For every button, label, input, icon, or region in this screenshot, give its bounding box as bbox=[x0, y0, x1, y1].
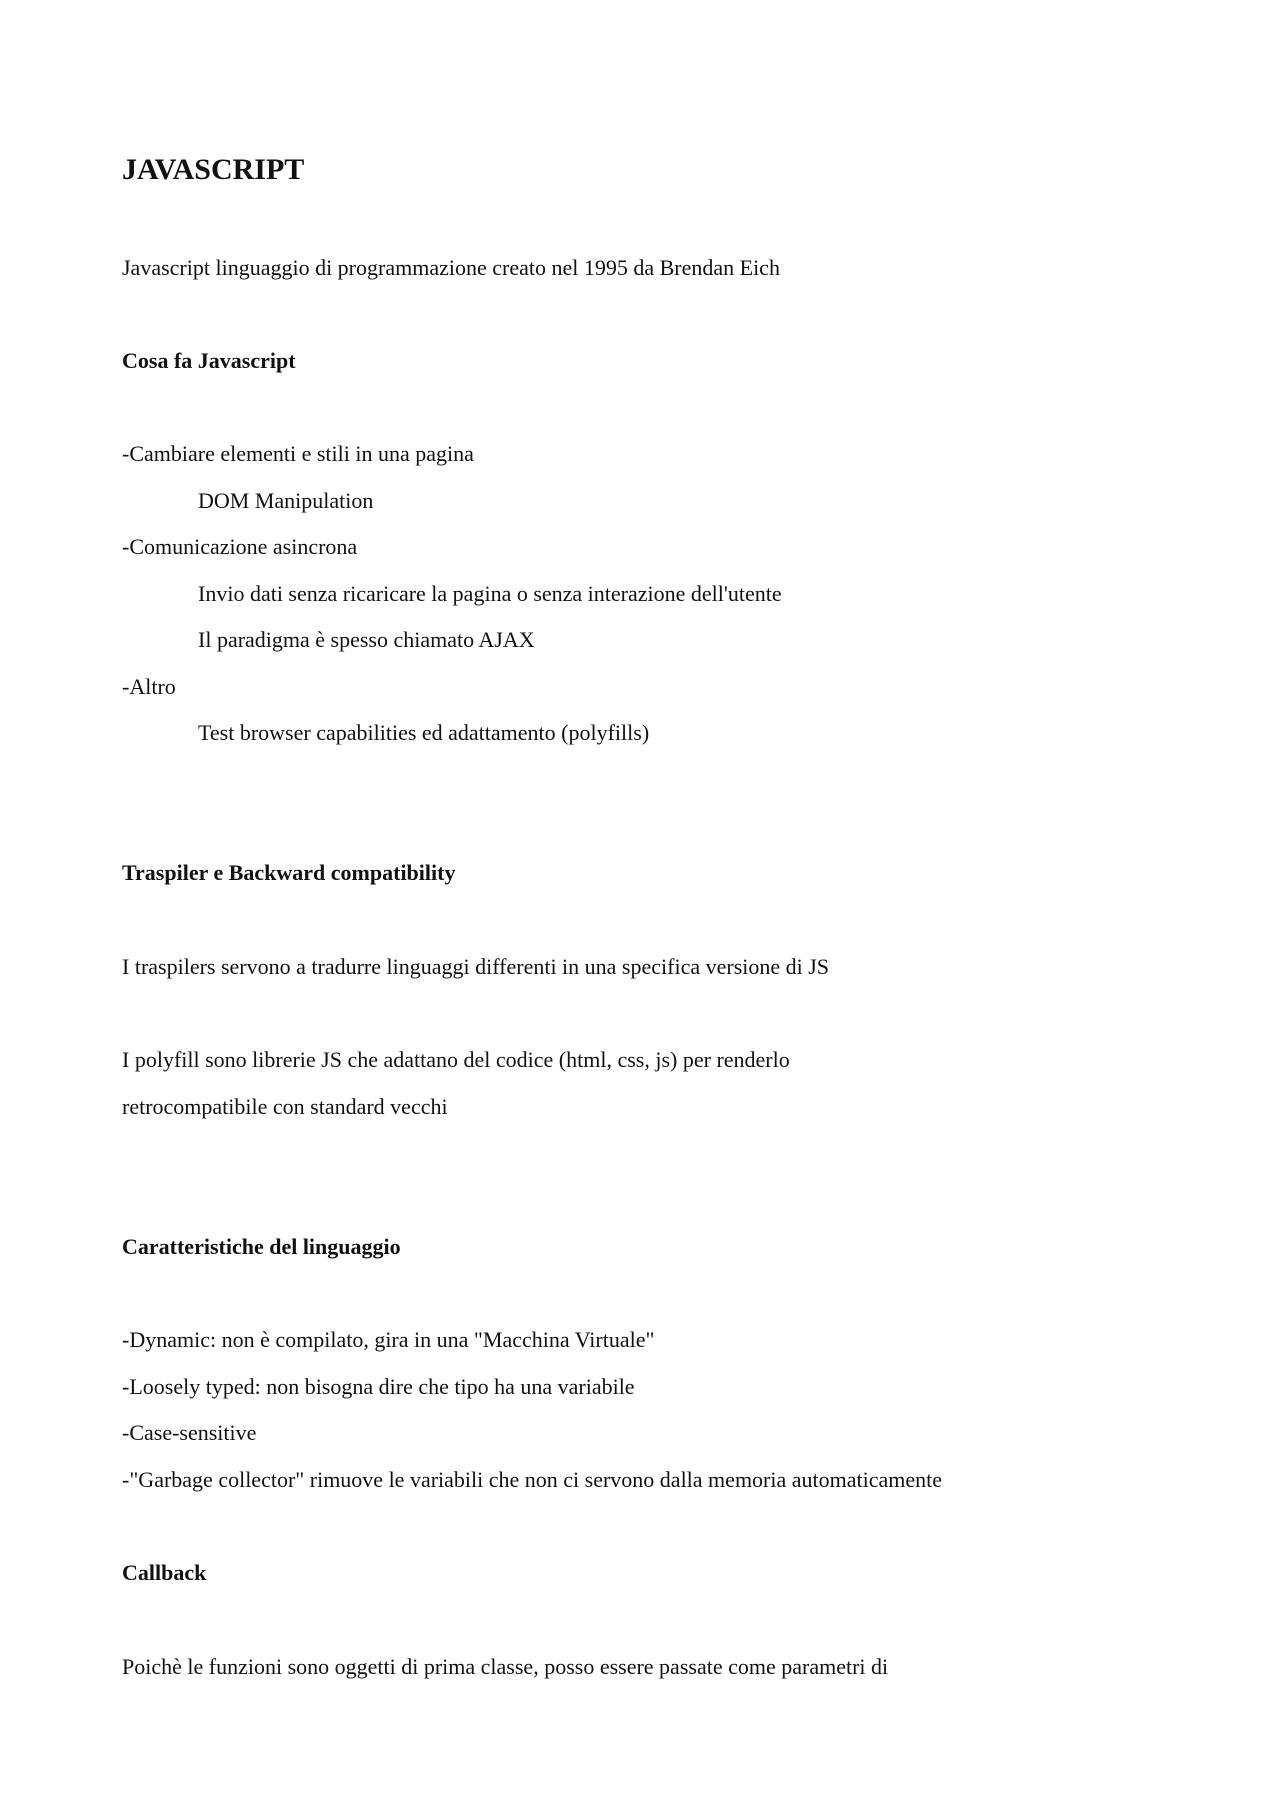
list-subitem: Invio dati senza ricaricare la pagina o senza interazione dell'utente bbox=[198, 581, 782, 606]
section-heading-cosa: Cosa fa Javascript bbox=[122, 348, 296, 373]
list-subitem: DOM Manipulation bbox=[198, 488, 374, 513]
paragraph: I traspilers servono a tradurre linguaggi differenti in una specifica versione di JS bbox=[122, 954, 830, 979]
list-item: -Case-sensitive bbox=[122, 1420, 257, 1445]
list-item: -Loosely typed: non bisogna dire che tipo ha una variabile bbox=[122, 1374, 635, 1399]
list-subitem: Il paradigma è spesso chiamato AJAX bbox=[198, 627, 535, 652]
list-item: -"Garbage collector" rimuove le variabili che non ci servono dalla memoria automaticamente bbox=[122, 1467, 943, 1492]
page-title: JAVASCRIPT bbox=[122, 153, 305, 186]
paragraph: Poichè le funzioni sono oggetti di prima classe, posso essere passate come parametri di bbox=[122, 1654, 889, 1679]
list-item: -Comunicazione asincrona bbox=[122, 534, 358, 559]
intro-paragraph: Javascript linguaggio di programmazione creato nel 1995 da Brendan Eich bbox=[122, 255, 780, 280]
section-heading-caratteristiche: Caratteristiche del linguaggio bbox=[122, 1234, 401, 1259]
list-item: -Cambiare elementi e stili in una pagina bbox=[122, 441, 474, 466]
list-item: -Altro bbox=[122, 674, 176, 699]
list-subitem: Test browser capabilities ed adattamento (polyfills) bbox=[198, 720, 650, 745]
section-heading-callback: Callback bbox=[122, 1560, 207, 1585]
section-heading-traspiler: Traspiler e Backward compatibility bbox=[122, 860, 456, 885]
list-item: -Dynamic: non è compilato, gira in una "Macchina Virtuale" bbox=[122, 1327, 655, 1352]
paragraph: retrocompatibile con standard vecchi bbox=[122, 1094, 448, 1119]
paragraph: I polyfill sono librerie JS che adattano del codice (html, css, js) per renderlo bbox=[122, 1047, 790, 1072]
